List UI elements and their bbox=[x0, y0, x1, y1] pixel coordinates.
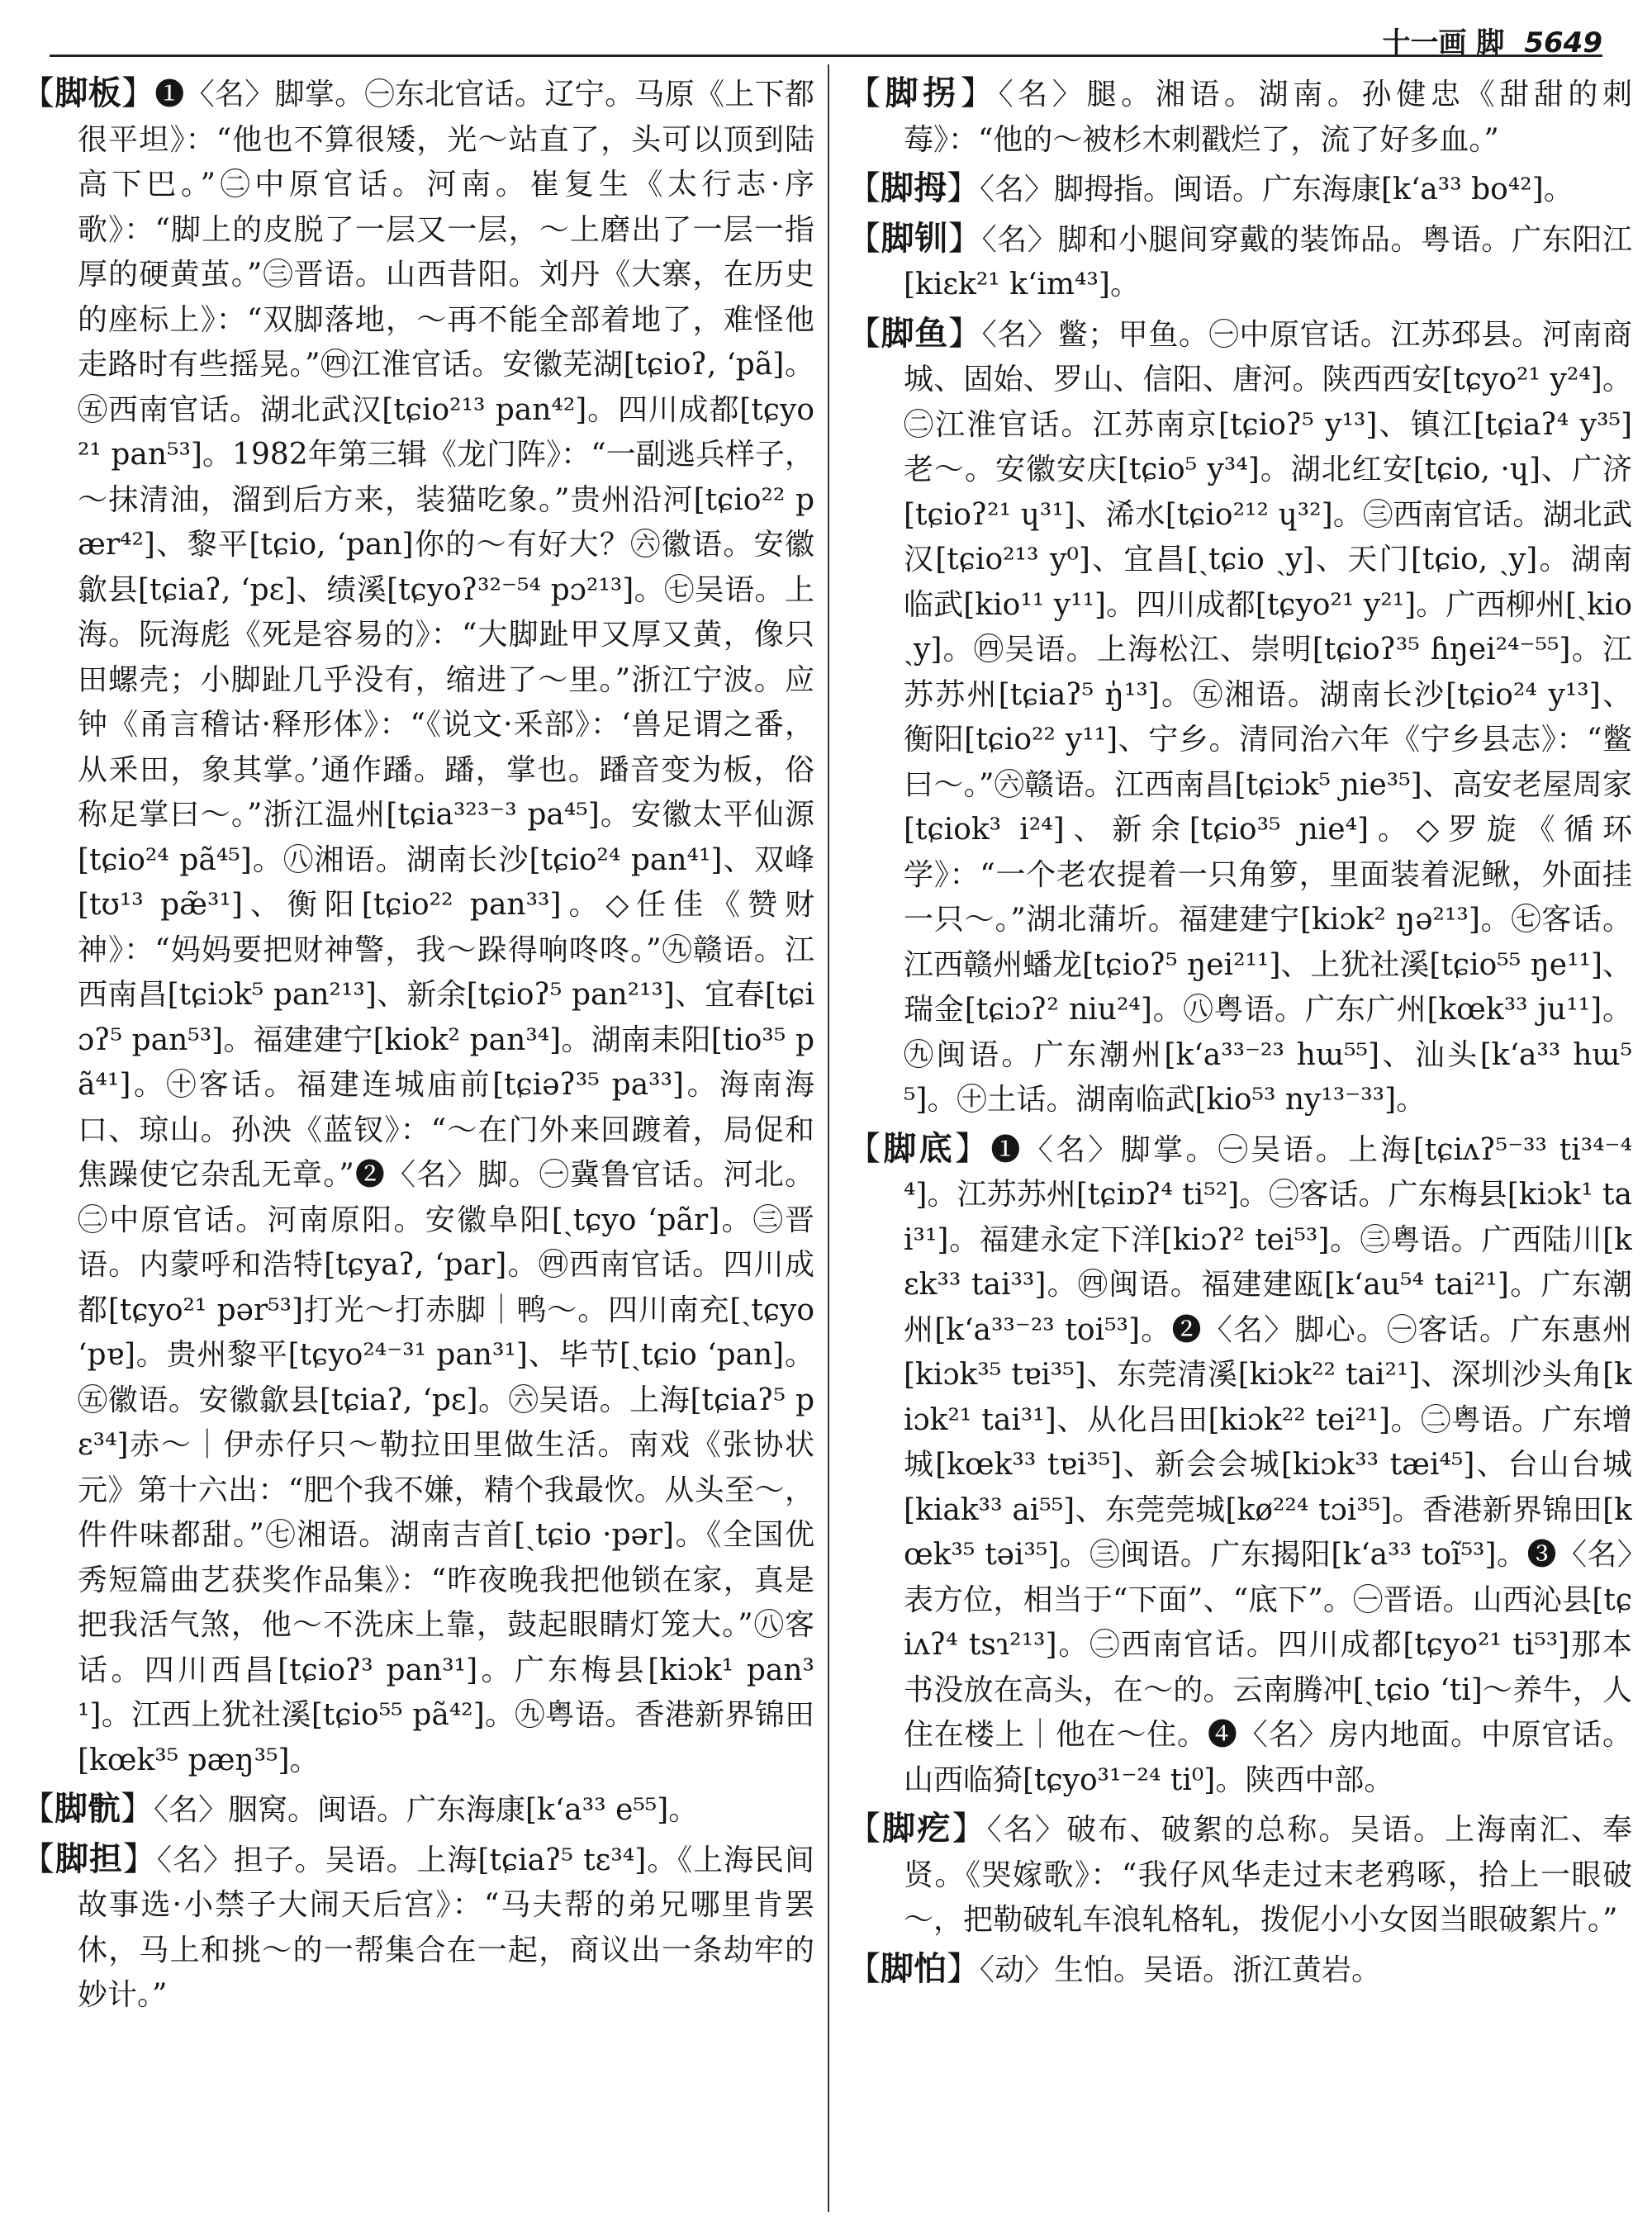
entry-headword: 【脚骯】 bbox=[21, 1790, 154, 1828]
entry-headword: 【脚鱼】 bbox=[847, 314, 982, 353]
entry bbox=[21, 1837, 814, 2019]
entry bbox=[847, 1947, 1632, 1994]
entry bbox=[847, 71, 1632, 163]
entry-definition: 〈名〉脚拇指。闽语。广东海康[k‘a³³ bo⁴²]。 bbox=[980, 173, 1574, 206]
entry-headword: 【脚钏】 bbox=[847, 219, 982, 258]
right-column bbox=[847, 71, 1632, 2202]
running-header bbox=[50, 15, 1602, 59]
entry-headword: 【脚担】 bbox=[21, 1839, 157, 1878]
entry-definition: 〈名〉脚和小腿间穿戴的装饰品。粤语。广东阳江[kiɛk²¹ k‘im⁴³]。 bbox=[904, 222, 1632, 301]
entry-definition: 〈名〉鳖；甲鱼。㊀中原官话。江苏邳县。河南商城、固始、罗山、信阳、唐河。陕西西安[tɕyo²¹ y²⁴]。㊁江淮官话。江苏南京[tɕioʔ⁵ y¹³]、镇江[tɕiaʔ⁴ y³⁵]老～。安徽安庆[tɕio⁵ y³⁴]。湖北红安[tɕio, ·ɥ]、广济[tɕioʔ²¹ ɥ³¹]、浠水[tɕio²¹² ɥ³²]。㊂西南官话。湖北武汉[tɕio²¹³ y⁰]、宜昌[ˏtɕio ˏy]、天门[tɕio, ˏy]。湖南临武[kio¹¹ y¹¹]。四川成都[tɕyo²¹ y²¹]。广西柳州[ˏkio ˏy]。㊃吴语。上海松江、崇明[tɕioʔ³⁵ ɦŋei²⁴⁻⁵⁵]。江苏苏州[tɕiaʔ⁵ ŋ̍¹³]。㊄湘语。湖南长沙[tɕio²⁴ y¹³]、衡阳[tɕio²² y¹¹]、宁乡。清同治六年《宁乡县志》：“鳖曰～。”㊅赣语。江西南昌[tɕiɔk⁵ ɲie³⁵]、高安老屋周家[tɕiok³ i²⁴]、新余[tɕio³⁵ ɲie⁴]。◇罗旋《循环学》：“一个老农提着一只角箩，里面装着泥鳅，外面挂一只～。”湖北蒲圻。福建建宁[kiɔk² ŋə²¹³]。㊆客话。江西赣州蟠龙[tɕioʔ⁵ ŋei²¹¹]、上犹社溪[tɕio⁵⁵ ŋe¹¹]、瑞金[tɕiɔʔ² niu²⁴]。㊇粤语。广东广州[kœk³³ ju¹¹]。㊈闽语。广东潮州[k‘a³³⁻²³ hɯ⁵⁵]、汕头[k‘a³³ hɯ⁵⁵]。㊉土话。湖南临武[kio⁵³ ny¹³⁻³³]。 bbox=[904, 317, 1632, 1117]
entry-headword: 【脚拐】 bbox=[847, 74, 999, 112]
entry-headword: 【脚底】 bbox=[847, 1129, 991, 1168]
entry bbox=[21, 1786, 814, 1834]
entry-headword: 【脚板】 bbox=[21, 74, 155, 112]
entry-headword: 【脚疙】 bbox=[847, 1810, 987, 1848]
entry bbox=[847, 1127, 1632, 1804]
entry-headword: 【脚怕】 bbox=[847, 1949, 980, 1988]
entry-definition: 〈名〉胭窝。闽语。广东海康[k‘a³³ e⁵⁵]。 bbox=[154, 1793, 699, 1827]
left-column bbox=[21, 71, 814, 2202]
entry-definition: 〈名〉破布、破絮的总称。吴语。上海南汇、奉贤。《哭嫁歌》：“我仔风华走过末老鸦啄，拾上一眼破～，把勒破轧车浪轧格轧，拨伲小小女囡当眼破絮片。” bbox=[904, 1813, 1632, 1937]
entry-definition: ❶〈名〉脚掌。㊀吴语。上海[tɕiʌʔ⁵⁻³³ ti³⁴⁻⁴⁴]。江苏苏州[tɕiɒʔ⁴ ti⁵²]。㊁客话。广东梅县[kiɔk¹ tai³¹]。福建永定下洋[kiɔʔ² tei⁵³]。㊂粤语。广西陆川[kɛk³³ tai³³]。㊃闽语。福建建瓯[k‘au⁵⁴ tai²¹]。广东潮州[k‘a³³⁻²³ toi⁵³]。❷〈名〉脚心。㊀客话。广东惠州[kiɔk³⁵ tɐi³⁵]、东莞清溪[kiɔk²² tai²¹]、深圳沙头角[kiɔk²¹ tai³¹]、从化吕田[kiɔk²² tei²¹]。㊁粤语。广东增城[kœk³³ tɐi³⁵]、新会会城[kiɔk³³ tæi⁴⁵]、台山台城[kiak³³ ai⁵⁵]、东莞莞城[kø²²⁴ tɔi³⁵]。香港新界锦田[kœk³⁵ təi³⁵]。㊂闽语。广东揭阳[k‘a³³ toĩ⁵³]。❸〈名〉表方位，相当于“下面”、“底下”。㊀晋语。山西沁县[tɕiʌʔ⁴ tsɿ²¹³]。㊁西南官话。四川成都[tɕyo²¹ ti⁵³]那本书没放在高头，在～的。云南腾冲[ˏtɕio ʻti]～养牛，人住在楼上｜他在～住。❹〈名〉房内地面。中原官话。山西临猗[tɕyo³¹⁻²⁴ ti⁰]。陕西中部。 bbox=[904, 1132, 1632, 1797]
entry bbox=[847, 216, 1632, 308]
page-number: 5649 bbox=[1524, 26, 1602, 59]
entry bbox=[21, 71, 814, 1783]
entry-headword: 【脚拇】 bbox=[847, 169, 980, 207]
entry bbox=[847, 166, 1632, 213]
entry bbox=[847, 1806, 1632, 1943]
entry-definition: ❶〈名〉脚掌。㊀东北官话。辽宁。马原《上下都很平坦》：“他也不算很矮，光～站直了，头可以顶到陆高下巴。”㊁中原官话。河南。崔复生《太行志·序歌》：“脚上的皮脱了一层又一层，～上磨出了一层一指厚的硬黄茧。”㊂晋语。山西昔阳。刘丹《大寨，在历史的座标上》：“双脚落地，～再不能全部着地了，难怪他走路时有些摇晃。”㊃江淮官话。安徽芜湖[tɕioʔ, ʻpã]。㊄西南官话。湖北武汉[tɕio²¹³ pan⁴²]。四川成都[tɕyo²¹ pan⁵³]。1982年第三辑《龙门阵》：“一副逃兵样子，～抹清油，溜到后方来，装猫吃象。”贵州沿河[tɕio²² pær⁴²]、黎平[tɕio, ʻpan]你的～有好大？㊅徽语。安徽歙县[tɕiaʔ, ʻpɛ]、绩溪[tɕyoʔ³²⁻⁵⁴ pɔ²¹³]。㊆吴语。上海。阮海彪《死是容易的》：“大脚趾甲又厚又黄，像只田螺壳；小脚趾几乎没有，缩进了～里。”浙江宁波。应钟《甬言稽诂·释形体》：“《说文·釆部》：‘兽足谓之番，从釆田，象其掌。’通作蹯。蹯，掌也。蹯音变为板，俗称足掌曰～。”浙江温州[tɕia³²³⁻³ pa⁴⁵]。安徽太平仙源[tɕio²⁴ pã⁴⁵]。㊇湘语。湖南长沙[tɕio²⁴ pan⁴¹]、双峰[tʊ¹³ pæ̃³¹]、衡阳[tɕio²² pan³³]。◇任佳《赞财神》：“妈妈要把财神警，我～跺得响咚咚。”㊈赣语。江西南昌[tɕiɔk⁵ pan²¹³]、新余[tɕioʔ⁵ pan²¹³]、宜春[tɕiɔʔ⁵ pan⁵³]。福建建宁[kiok² pan³⁴]。湖南耒阳[tio³⁵ pã⁴¹]。㊉客话。福建连城庙前[tɕiəʔ³⁵ pa³³]。海南海口、琼山。孙泱《蓝钗》：“～在门外来回踱着，局促和焦躁使它杂乱无章。”❷〈名〉脚。㊀冀鲁官话。河北。㊁中原官话。河南原阳。安徽阜阳[ˏtɕyo ʻpãr]。㊂晋语。内蒙呼和浩特[tɕyaʔ, ʻpar]。㊃西南官话。四川成都[tɕyo²¹ pər⁵³]打光～打赤脚｜鸭～。四川南充[ˏtɕyo ʻpɐ]。贵州黎平[tɕyo²⁴⁻³¹ pan³¹]、毕节[ˏtɕio ʻpan]。㊄徽语。安徽歙县[tɕiaʔ, ʻpɛ]。㊅吴语。上海[tɕiaʔ⁵ pɛ³⁴]赤～｜伊赤仔只～勒拉田里做生活。南戏《张协状元》第十六出：“肥个我不嫌，精个我最忺。从头至～，件件味都甜。”㊆湘语。湖南吉首[ˏtɕio ·pər]。《全国优秀短篇曲艺获奖作品集》：“昨夜晚我把他锁在家，真是把我活气煞，他～不洗床上靠，鼓起眼睛灯笼大。”㊇客话。四川西昌[tɕioʔ³ pan³¹]。广东梅县[kiɔk¹ pan³¹]。江西上犹社溪[tɕio⁵⁵ pã⁴²]。㊈粤语。香港新界锦田[kœk³⁵ pæŋ³⁵]。 bbox=[78, 78, 814, 1777]
entry-definition: 〈名〉担子。吴语。上海[tɕiaʔ⁵ tɛ³⁴]。《上海民间故事选·小禁子大闹天后宫》：“马夫帮的弟兄哪里肯罢休，马上和挑～的一帮集合在一起，商议出一条劫牢的妙计。” bbox=[78, 1843, 814, 2012]
entry-definition: 〈动〉生怕。吴语。浙江黄岩。 bbox=[980, 1952, 1382, 1987]
column-divider bbox=[828, 64, 829, 2212]
entry-definition: 〈名〉腿。湘语。湖南。孙健忠《甜甜的刺莓》：“他的～被杉木刺戳烂了，流了好多血。” bbox=[904, 78, 1632, 157]
header-rule bbox=[50, 55, 1602, 57]
entry bbox=[847, 311, 1632, 1123]
header-title: 十一画 脚 bbox=[1382, 26, 1505, 59]
